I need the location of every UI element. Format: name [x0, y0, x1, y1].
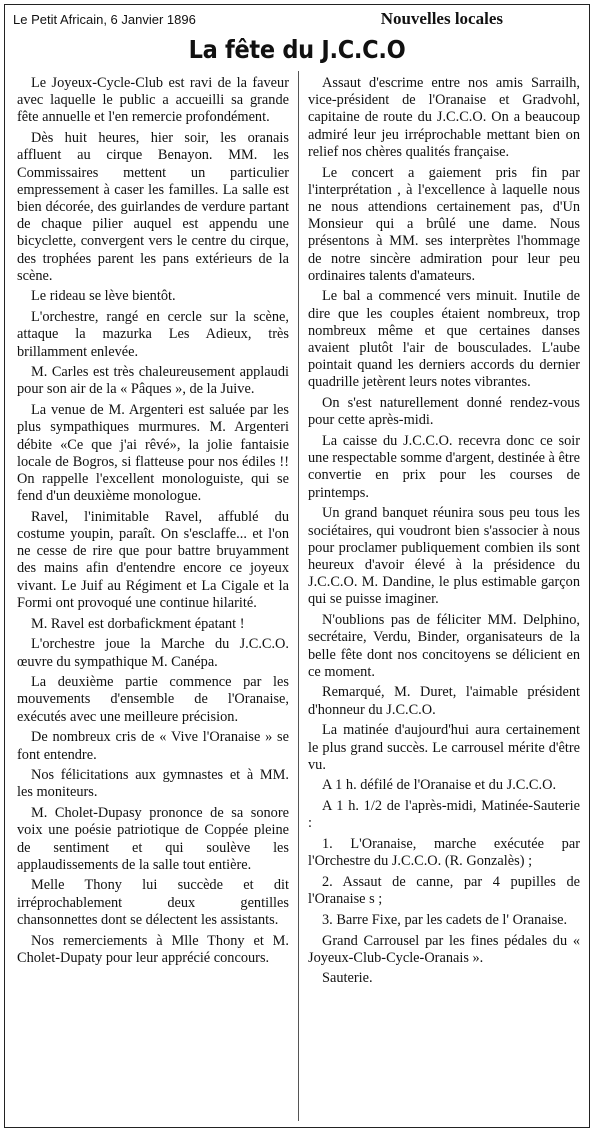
paragraph: Ravel, l'inimitable Ravel, affublé du costume youpin, paraît. On s'esclaffe... et l'on ne cesse de rire que pour battre bruyamment des mains afin d'entendre encore ce joyeux vivant. Le Juif au Régiment et La Cigale et la Formi ont provoqué une continue hilarité. — [17, 508, 289, 611]
paragraph: A 1 h. 1/2 de l'après-midi, Matinée-Sauterie : — [308, 798, 580, 832]
paragraph: M. Carles est très chaleureusement applaudi pour son air de la « Pâques », de la Juive. — [17, 364, 289, 398]
paragraph: Melle Thony lui succède et dit irréprochablement deux gentilles chansonnettes dont se délectent les assistants. — [17, 877, 289, 928]
paragraph: A 1 h. défilé de l'Oranaise et du J.C.C.O. — [322, 777, 557, 794]
paragraph: Un grand banquet réunira sous peu tous les sociétaires, qui voudront bien s'associer à nous pour proclamer publiquement combien ils sont heureux d'avoir élevé à la présidence du J.C.C.O. M. Dandine, le plus estimable garçon qui se puisse imaginer. — [308, 505, 580, 608]
left-column — [17, 75, 289, 970]
page-header — [5, 5, 589, 29]
paragraph: Nos félicitations aux gymnastes et à MM. les moniteurs. — [17, 767, 289, 801]
newspaper-source: Le Petit Africain, 6 Janvier 1896 — [13, 12, 196, 27]
paragraph: Le bal a commencé vers minuit. Inutile de dire que les couples étaient nombreux, trop nombreux même et que certaines danses avaient plutôt l'air de bousculades. L'aube pointait quand les derniers accords du dernier quadrille jetèrent leurs notes vibrantes. — [308, 288, 580, 391]
paragraph: N'oublions pas de féliciter MM. Delphino, secrétaire, Verdu, Binder, organisateurs de la belle fête dont nos concitoyens se délicient en ce moment. — [308, 612, 580, 680]
paragraph: La deuxième partie commence par les mouvements d'ensemble de l'Oranaise, exécutés avec une meilleure précision. — [17, 674, 289, 725]
program-item: Grand Carrousel par les fines pédales du « Joyeux-Club-Cycle-Oranais ». — [308, 932, 580, 966]
paragraph: Remarqué, M. Duret, l'aimable président d'honneur du J.C.C.O. — [308, 684, 580, 718]
right-column — [308, 75, 580, 991]
paragraph: M. Ravel est dorbafickment épatant ! — [31, 615, 245, 632]
paragraph: Le rideau se lève bientôt. — [31, 288, 176, 305]
paragraph: L'orchestre, rangé en cercle sur la scène, attaque la mazurka Les Adieux, très brillamment enlevée. — [17, 309, 289, 360]
paragraph: Assaut d'escrime entre nos amis Sarrailh, vice-président de l'Oranaise et Gradvohl, capitaine de route du J.C.C.O. On a beaucoup admiré leur jeu irréprochable mettant bien on relief nos chères qualités française. — [308, 75, 580, 160]
paragraph: La matinée d'aujourd'hui aura certainement le plus grand succès. Le carrousel mérite d'être vu. — [308, 722, 580, 773]
paragraph: La caisse du J.C.C.O. recevra donc ce soir une respectable somme d'argent, destinée à être convertie en prix pour les courses de printemps. — [308, 433, 580, 501]
newspaper-page — [4, 4, 590, 1128]
program-item: 1. L'Oranaise, marche exécutée par l'Orchestre du J.C.C.O. (R. Gonzalès) ; — [308, 836, 580, 870]
paragraph: On s'est naturellement donné rendez-vous pour cette après-midi. — [308, 395, 580, 429]
paragraph: Le Joyeux-Cycle-Club est ravi de la faveur avec laquelle le public a accueilli sa grande fête annuelle et l'en remercie profondément. — [17, 75, 289, 126]
program-item: 2. Assaut de canne, par 4 pupilles de l'Oranaise s ; — [308, 873, 580, 908]
paragraph: Dès huit heures, hier soir, les oranais affluent au cirque Benayon. MM. les Commissaires mettent un particulier empressement à caser les familles. La salle est bien décorée, des guirlandes de verdure partant de chaque pilier auquel est appendu une bicyclette, convergent vers le centre du cirque, des trophées parent les pans extérieurs de la scène. — [17, 130, 289, 284]
paragraph: Nos remerciements à Mlle Thony et M. Cholet-Dupaty pour leur apprécié concours. — [17, 932, 289, 966]
section-title: Nouvelles locales — [380, 9, 503, 28]
paragraph: M. Cholet-Dupasy prononce de sa sonore voix une poésie patriotique de Coppée pleine de sentiment et qui soulève les applaudissements de la salle tout entière. — [17, 805, 289, 873]
column-divider — [298, 71, 299, 1121]
program-item: 3. Barre Fixe, par les cadets de l' Oranaise. — [322, 911, 568, 928]
paragraph: De nombreux cris de « Vive l'Oranaise » se font entendre. — [17, 729, 289, 763]
paragraph: Le concert a gaiement pris fin par l'interprétation , à l'excellence à laquelle nous ne nous attendions certainement pas, d'Un Monsieur qui a brûlé une dame. Nous présentons à MM. ses interprètes l'hommage de notre sincère admiration pour leur peu ordinaires talents d'amateurs. — [308, 164, 580, 284]
paragraph: L'orchestre joue la Marche du J.C.C.O. œuvre du sympathique M. Canépa. — [17, 636, 289, 670]
program-item: Sauterie. — [322, 970, 373, 987]
paragraph: La venue de M. Argenteri est saluée par les plus sympathiques murmures. M. Argenteri débite «Ce que j'ai rêvé», la jolie fantaisie locale de Bogros, si flatteuse pour nos édiles !! On rappelle l'excellent monologuiste, qui se fend d'un deuxième monologue. — [17, 402, 289, 505]
article-title: La fête du J.C.C.O — [188, 35, 406, 64]
